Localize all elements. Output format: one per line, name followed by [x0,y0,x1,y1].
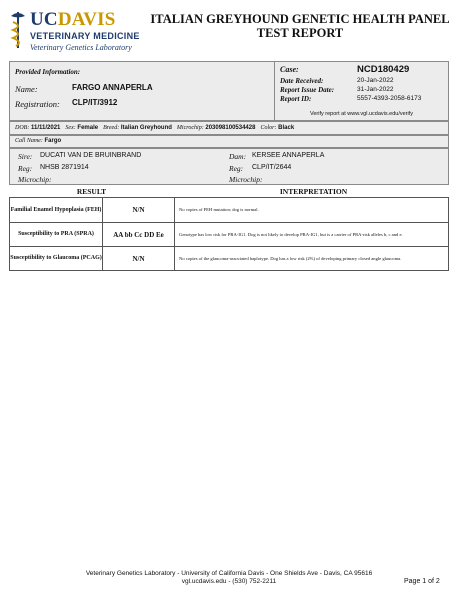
sex-value: Female [77,125,99,131]
sire-reg-label: Reg: [18,164,33,173]
test-name: Susceptibility to PRA (SPRA) [10,223,103,246]
test-result: AA bb Cc DD Ee [113,230,164,239]
name-label: Name: [15,84,38,94]
report-id-label: Report ID: [280,95,312,103]
interpretation-text: No copies of FEH mutation; dog is normal. [179,207,259,212]
provided-heading: Provided Information: [15,68,81,76]
table-row [10,223,174,247]
test-name: Susceptibility to Glaucoma (PCAG) [10,247,103,270]
footer-contact: vgl.ucdavis.edu - (530) 752-2211 [181,578,277,585]
sire-name: DUCATI VAN DE BRUINBRAND [40,152,142,159]
report-title-line1: ITALIAN GREYHOUND GENETIC HEALTH PANEL [150,12,450,26]
call-name-row [9,135,449,148]
date-received: 20-Jan-2022 [357,77,394,84]
microchip-value: 203098100534428 [205,125,256,131]
ucdavis-logo: UCDAVIS VETERINARY MEDICINE Veterinary Genetics Laboratory [8,8,148,52]
test-result: N/N [132,254,145,263]
table-row [175,198,448,223]
sire-reg: NHSB 2871914 [40,164,89,171]
caduceus-icon [8,10,28,50]
animal-details: DOB: 11/11/2021 Sex: Female Breed: Italian Greyhound Microchip: 203098100534428 Color: Black [15,125,295,131]
page-number: Page 1 of 2 [404,578,440,585]
test-result: N/N [132,206,145,214]
dam-reg-label: Reg: [229,164,244,173]
case-number: NCD180429 [357,64,410,75]
interpretation-text: Genotype has low risk for PRA-IG1. Dog is not likely to develop PRA-IG1, but is a carrier of PRA-risk alleles b, c and e. [179,231,403,237]
dam-microchip-label: Microchip: [229,175,263,184]
dam-reg: CLP/IT/2644 [252,164,292,171]
report-issue-label: Report Issue Date: [280,86,335,94]
dob-value: 11/11/2021 [31,125,61,131]
sire-microchip-label: Microchip: [18,175,52,184]
call-name-value: Fargo [44,138,62,144]
report-issue-date: 31-Jan-2022 [357,86,394,93]
call-name: Call Name: Fargo [15,138,62,144]
interpretation-table [175,197,449,271]
footer [0,570,458,586]
case-label: Case: [280,65,299,74]
date-received-label: Date Received: [280,77,324,85]
registration-label: Registration: [15,99,60,109]
test-name: Familial Enamel Hypoplasia (FEH) [10,198,103,222]
table-row [10,247,174,270]
info-divider [274,61,275,121]
verify-link[interactable]: Verify report at www.vgl.ucdavis.edu/verify [310,111,414,117]
footer-address: Veterinary Genetics Laboratory - University of California Davis - One Shields Ave - Davis, CA 95616 [85,570,373,577]
dam-name: KERSEE ANNAPERLA [252,152,325,159]
sire-label: Sire: [18,152,33,161]
result-table [9,197,175,271]
registration-value: CLP/IT/3912 [72,98,118,107]
interpretation-heading: INTERPRETATION [279,187,348,196]
table-row [10,198,174,223]
report-title [150,12,450,40]
dog-name: FARGO ANNAPERLA [72,83,153,92]
breed-value: Italian Greyhound [120,125,172,131]
result-heading: RESULT [76,187,107,196]
table-row [175,247,448,270]
interpretation-text: No copies of the glaucoma-associated haplotype. Dog has a low risk (2%) of developing primary closed angle glaucoma. [179,255,402,261]
report-title-line2: TEST REPORT [256,26,344,40]
table-row [175,223,448,247]
color-value: Black [278,125,295,131]
dam-label: Dam: [229,152,247,161]
report-id: 5557-4393-2058-6173 [357,95,422,102]
